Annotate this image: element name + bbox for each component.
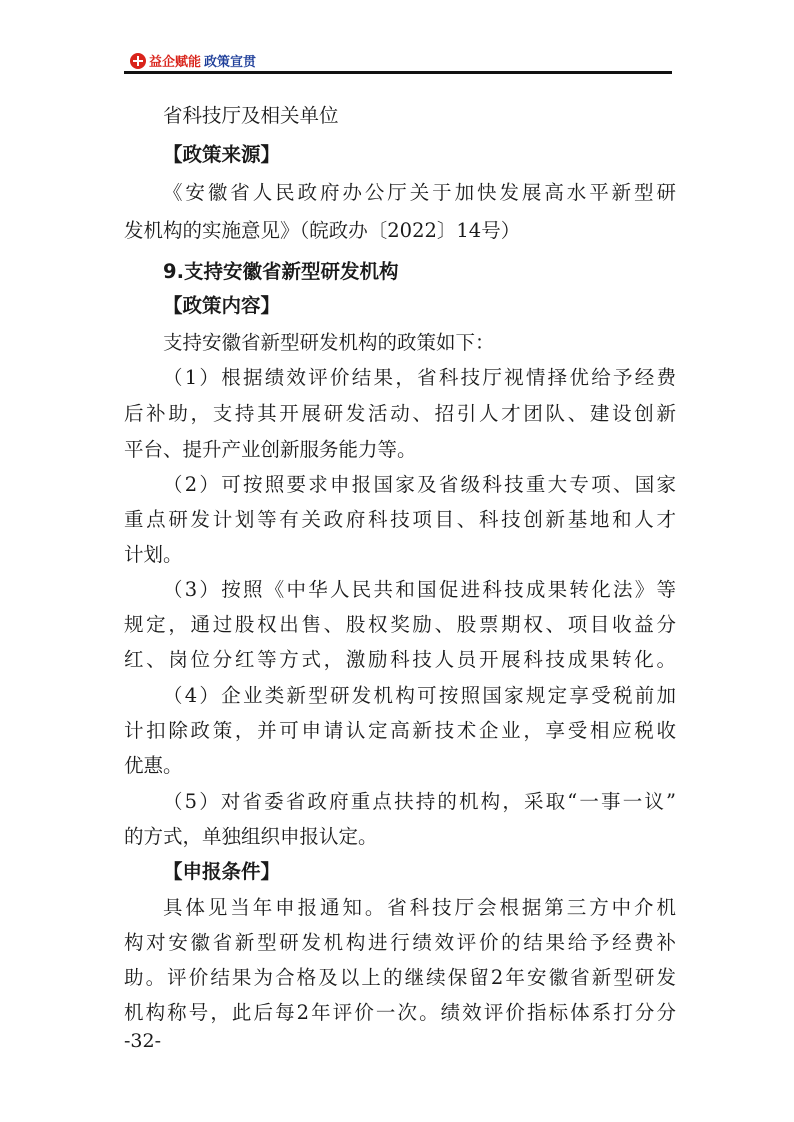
paragraph-line: 具体见当年申报通知。省科技厅会根据第三方中介机 bbox=[163, 896, 676, 919]
brand-name: 益企赋能 bbox=[149, 55, 202, 70]
paragraph-line: 发机构的实施意见》（皖政办〔2022〕14号） bbox=[124, 219, 521, 242]
item-title: 9.支持安徽省新型研发机构 bbox=[163, 260, 399, 283]
paragraph-line: （2）可按照要求申报国家及省级科技重大专项、国家 bbox=[163, 473, 676, 496]
paragraph-line: 机构称号，此后每2年评价一次。绩效评价指标体系打分分 bbox=[124, 1001, 676, 1024]
section-heading-content: 【政策内容】 bbox=[163, 294, 281, 317]
paragraph-line: 《安徽省人民政府办公厅关于加快发展高水平新型研 bbox=[163, 181, 676, 204]
paragraph-line: 规定，通过股权出售、股权奖励、股票期权、项目收益分 bbox=[124, 613, 676, 636]
brand-logo bbox=[130, 51, 256, 70]
section-heading-conditions: 【申报条件】 bbox=[163, 860, 281, 883]
paragraph-line: 助。评价结果为合格及以上的继续保留2年安徽省新型研发 bbox=[124, 966, 676, 989]
paragraph-line: 构对安徽省新型研发机构进行绩效评价的结果给予经费补 bbox=[124, 931, 676, 954]
paragraph-line: （4）企业类新型研发机构可按照国家规定享受税前加 bbox=[163, 684, 676, 707]
brand-slogan: 政策宣贯 bbox=[204, 55, 257, 70]
page-header bbox=[124, 50, 672, 76]
paragraph-line: 省科技厅及相关单位 bbox=[163, 104, 339, 127]
paragraph-line: 计划。 bbox=[124, 543, 183, 566]
paragraph-line: 支持安徽省新型研发机构的政策如下： bbox=[163, 331, 495, 354]
paragraph-line: （3）按照《中华人民共和国促进科技成果转化法》等 bbox=[163, 578, 676, 601]
paragraph-line: 计扣除政策，并可申请认定高新技术企业，享受相应税收 bbox=[124, 719, 676, 742]
brand-mark-icon bbox=[130, 53, 146, 69]
section-heading-source: 【政策来源】 bbox=[163, 143, 281, 166]
paragraph-line: 平台、提升产业创新服务能力等。 bbox=[124, 438, 417, 461]
header-divider bbox=[124, 71, 672, 74]
paragraph-line: （1）根据绩效评价结果，省科技厅视情择优给予经费 bbox=[163, 366, 676, 389]
paragraph-line: （5）对省委省政府重点扶持的机构，采取“一事一议” bbox=[163, 790, 676, 813]
paragraph-line: 重点研发计划等有关政府科技项目、科技创新基地和人才 bbox=[124, 508, 676, 531]
paragraph-line: 红、岗位分红等方式，激励科技人员开展科技成果转化。 bbox=[124, 648, 676, 671]
paragraph-line: 优惠。 bbox=[124, 754, 183, 777]
paragraph-line: 的方式，单独组织申报认定。 bbox=[124, 825, 378, 848]
page-number: -32- bbox=[124, 1030, 162, 1052]
paragraph-line: 后补助，支持其开展研发活动、招引人才团队、建设创新 bbox=[124, 402, 676, 425]
